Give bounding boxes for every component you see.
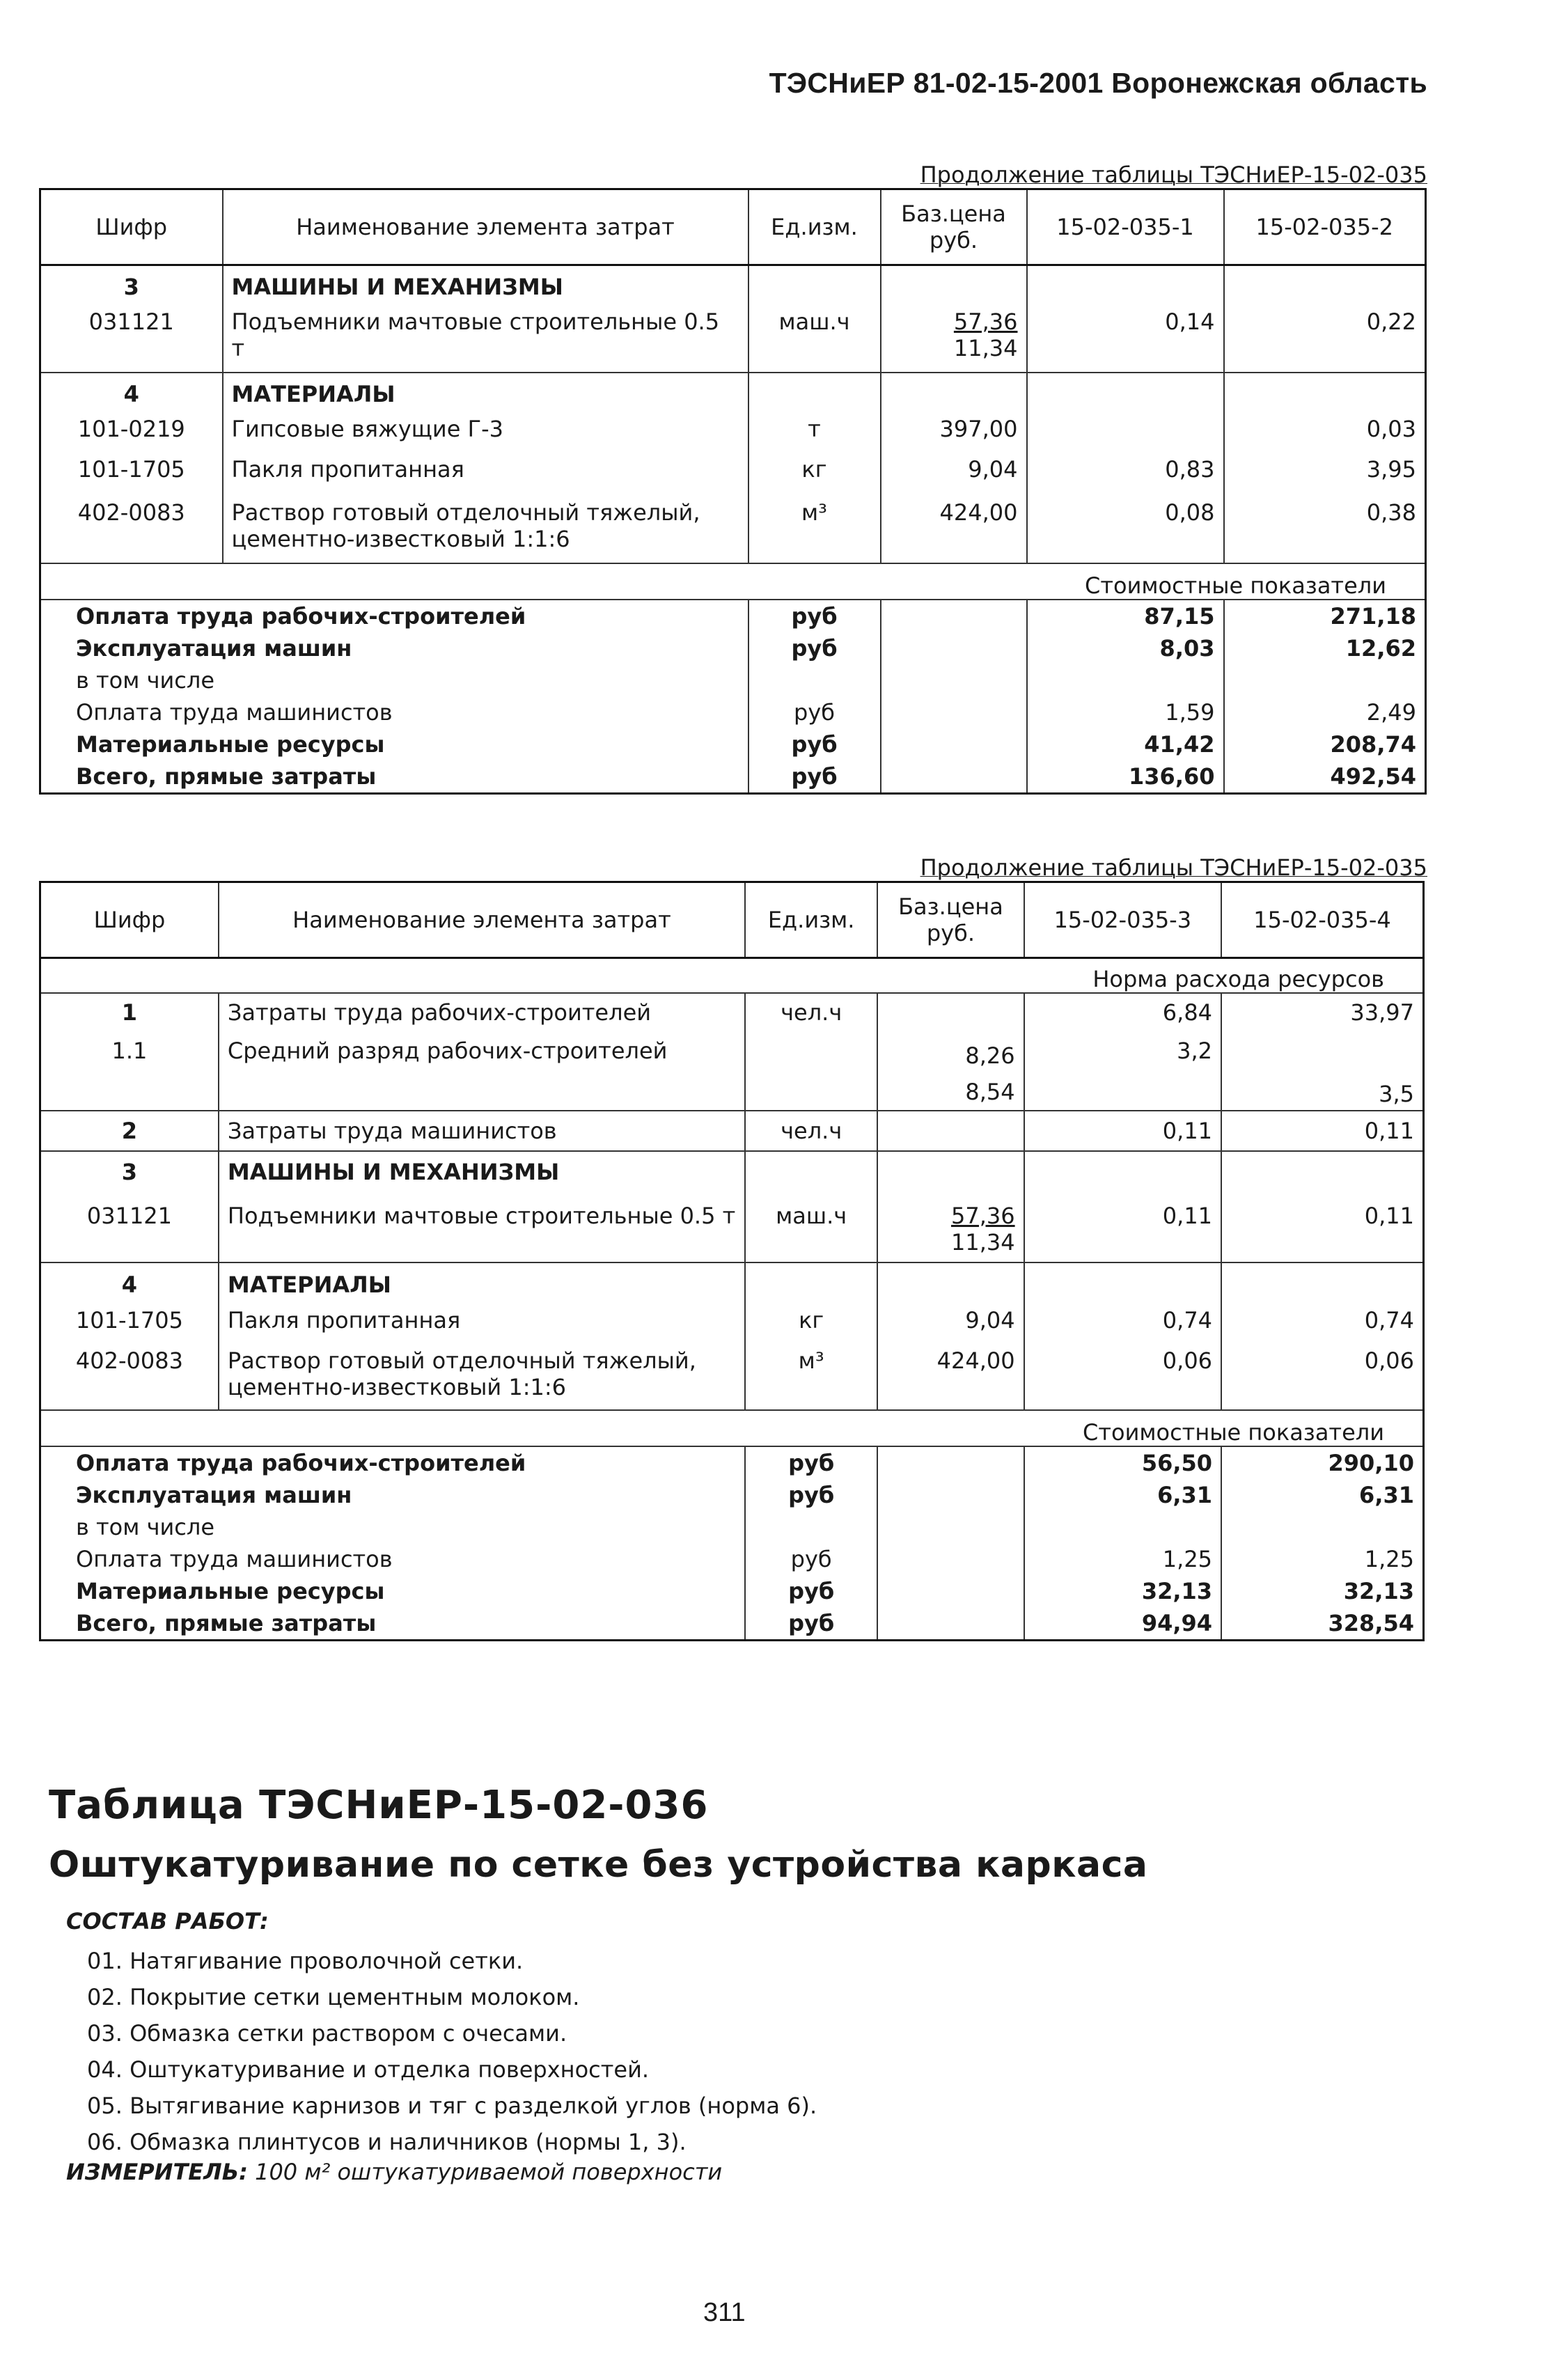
summary-empty: [877, 1479, 1024, 1511]
document-header: ТЭСНиЕР 81-02-15-2001 Воронежская область: [769, 67, 1427, 99]
summary-unit: [745, 1511, 877, 1543]
summary-value-2: 208,74: [1330, 730, 1416, 758]
summary-unit: руб: [748, 728, 881, 760]
table-row: 402-0083 Раствор готовый отделочный тяжелый, цементно-известковый 1:1:6 м³ 424,00 0,06 0,06: [40, 1347, 1424, 1410]
list-item: 02. Покрытие сетки цементным молоком.: [87, 1984, 580, 2010]
summary-value-2: 6,31: [1359, 1481, 1414, 1508]
summary-value-2: 290,10: [1221, 1446, 1423, 1479]
col-header-name: Наименование элемента затрат: [219, 882, 745, 958]
summary-unit: руб: [748, 600, 881, 632]
cost-indicators-row: Стоимостные показатели: [40, 563, 1426, 600]
summary-value-1: 136,60: [1027, 760, 1224, 794]
list-item: 03. Обмазка сетки раствором с очесами.: [87, 2020, 567, 2047]
list-item: 06. Обмазка плинтусов и наличников (нормы 1, 3).: [87, 2129, 687, 2155]
section-row: 3 МАШИНЫ И МЕХАНИЗМЫ: [40, 1151, 1424, 1193]
col-header-v1: 15-02-035-1: [1027, 189, 1224, 265]
col-header-v2: 15-02-035-2: [1224, 189, 1426, 265]
summary-empty: [881, 728, 1027, 760]
table-row: 1.1 Средний разряд рабочих-строителей 8,26 8,54 3,2 3,5: [40, 1032, 1424, 1111]
summary-unit: руб: [745, 1543, 877, 1575]
col-header-v2: 15-02-035-4: [1221, 882, 1423, 958]
summary-row: [40, 760, 1426, 794]
summary-value-1: 56,50: [1024, 1446, 1221, 1479]
table-row: 101-1705 Пакля пропитанная кг 9,04 0,83 3,95: [40, 456, 1426, 499]
summary-empty: [877, 1543, 1024, 1575]
measure-label: ИЗМЕРИТЕЛЬ:: [66, 2159, 248, 2185]
summary-value-1: 1,59: [1027, 696, 1224, 728]
section-row: 3 МАШИНЫ И МЕХАНИЗМЫ: [40, 265, 1426, 308]
col-header-name: Наименование элемента затрат: [223, 189, 748, 265]
list-item: 01. Натягивание проволочной сетки.: [87, 1948, 524, 1974]
page-number: 311: [703, 2298, 746, 2327]
work-composition-label: СОСТАВ РАБОТ:: [66, 1908, 269, 1934]
summary-row: [40, 1607, 1424, 1641]
summary-value-2: 271,18: [1224, 600, 1426, 632]
summary-value-1: 94,94: [1024, 1607, 1221, 1641]
summary-value-2: [1224, 664, 1426, 696]
summary-empty: [877, 1446, 1024, 1479]
summary-value-2: 32,13: [1343, 1577, 1414, 1604]
summary-label: Оплата труда рабочих-строителей: [40, 1446, 746, 1479]
summary-label: в том числе: [40, 1511, 746, 1543]
col-header-price: Баз.цена руб.: [881, 189, 1027, 265]
summary-label: Материальные ресурсы: [40, 728, 748, 760]
summary-value-2: 492,54: [1330, 763, 1416, 790]
summary-label: Эксплуатация машин: [40, 632, 748, 664]
list-item: 05. Вытягивание карнизов и тяг с разделкой углов (норма 6).: [87, 2093, 817, 2119]
summary-empty: [877, 1607, 1024, 1641]
list-item: 04. Оштукатуривание и отделка поверхностей.: [87, 2056, 650, 2083]
table1-header-row: [40, 189, 1426, 265]
table-row: 1 Затраты труда рабочих-строителей чел.ч 6,84 33,97: [40, 993, 1424, 1032]
summary-row: [40, 728, 1426, 760]
summary-row: [40, 600, 1426, 632]
summary-empty: [881, 760, 1027, 794]
table2-header-row: [40, 882, 1424, 958]
summary-value-2: 328,54: [1328, 1609, 1414, 1636]
summary-label: Оплата труда рабочих-строителей: [40, 600, 748, 632]
summary-value-1: 6,31: [1024, 1479, 1221, 1511]
summary-value-1: [1027, 664, 1224, 696]
summary-empty: [881, 632, 1027, 664]
cost-indicators-row: Стоимостные показатели: [40, 1410, 1424, 1446]
summary-unit: руб: [745, 1607, 877, 1641]
table1: [39, 188, 1427, 795]
summary-row: [40, 1543, 1424, 1575]
summary-unit: руб: [745, 1479, 877, 1511]
summary-empty: [877, 1575, 1024, 1607]
summary-row: [40, 696, 1426, 728]
table-row: 031121 Подъемники мачтовые строительные 0.5 т маш.ч 57,36 11,34 0,14 0,22: [40, 308, 1426, 373]
summary-value-2: 12,62: [1345, 634, 1416, 662]
measure-text: 100 м² оштукатуриваемой поверхности: [255, 2159, 723, 2185]
summary-row: [40, 1479, 1424, 1511]
summary-value-1: 1,25: [1024, 1543, 1221, 1575]
table1-summary: [40, 600, 1426, 794]
summary-value-1: 8,03: [1027, 632, 1224, 664]
table2-summary: [40, 1446, 1424, 1641]
section-subtitle: Оштукатуривание по сетке без устройства каркаса: [49, 1844, 1148, 1886]
summary-unit: руб: [748, 760, 881, 794]
work-list: [87, 1943, 817, 2160]
summary-unit: руб: [748, 696, 881, 728]
summary-unit: руб: [745, 1446, 877, 1479]
table-row: 101-1705 Пакля пропитанная кг 9,04 0,74 0,74: [40, 1307, 1424, 1347]
summary-unit: руб: [748, 632, 881, 664]
table1-caption: Продолжение таблицы ТЭСНиЕР-15-02-035: [920, 162, 1427, 188]
table2: [39, 881, 1425, 1641]
col-header-code: Шифр: [40, 189, 223, 265]
summary-value-2: [1221, 1511, 1423, 1543]
summary-empty: [877, 1511, 1024, 1543]
summary-row: [40, 1511, 1424, 1543]
norm-header-row: Норма расхода ресурсов: [1092, 965, 1384, 992]
col-header-unit: Ед.изм.: [748, 189, 881, 265]
section-title: Таблица ТЭСНиЕР-15-02-036: [49, 1783, 709, 1828]
summary-label: Всего, прямые затраты: [40, 760, 748, 794]
measure-unit: [66, 2159, 722, 2185]
summary-label: Оплата труда машинистов: [40, 1543, 746, 1575]
summary-label: в том числе: [40, 664, 748, 696]
summary-empty: [881, 664, 1027, 696]
summary-label: Эксплуатация машин: [40, 1479, 746, 1511]
summary-value-1: 41,42: [1027, 728, 1224, 760]
summary-row: [40, 1575, 1424, 1607]
table-row: 402-0083 Раствор готовый отделочный тяжелый, цементно-известковый 1:1:6 м³ 424,00 0,08 0,38: [40, 499, 1426, 563]
summary-row: [40, 664, 1426, 696]
col-header-unit: Ед.изм.: [745, 882, 877, 958]
summary-label: Оплата труда машинистов: [40, 696, 748, 728]
table2-caption: Продолжение таблицы ТЭСНиЕР-15-02-035: [920, 854, 1427, 881]
table-row: 101-0219 Гипсовые вяжущие Г-3 т 397,00 0,03: [40, 416, 1426, 456]
summary-row: [40, 1446, 1424, 1479]
section-row: 4 МАТЕРИАЛЫ: [40, 373, 1426, 416]
summary-label: Материальные ресурсы: [40, 1575, 746, 1607]
summary-empty: [881, 600, 1027, 632]
summary-unit: руб: [745, 1575, 877, 1607]
summary-label: Всего, прямые затраты: [40, 1607, 746, 1641]
col-header-price: Баз.цена руб.: [877, 882, 1024, 958]
col-header-v1: 15-02-035-3: [1024, 882, 1221, 958]
summary-empty: [881, 696, 1027, 728]
table-row: 031121 Подъемники мачтовые строительные 0.5 т маш.ч 57,36 11,34 0,11 0,11: [40, 1193, 1424, 1262]
summary-row: [40, 632, 1426, 664]
summary-value-1: 32,13: [1024, 1575, 1221, 1607]
summary-value-1: 87,15: [1027, 600, 1224, 632]
table-row: 2 Затраты труда машинистов чел.ч 0,11 0,11: [40, 1111, 1424, 1151]
summary-value-1: [1024, 1511, 1221, 1543]
summary-unit: [748, 664, 881, 696]
col-header-code: Шифр: [40, 882, 219, 958]
summary-value-2: 2,49: [1366, 698, 1416, 726]
section-row: 4 МАТЕРИАЛЫ: [40, 1262, 1424, 1307]
summary-value-2: 1,25: [1364, 1545, 1414, 1572]
